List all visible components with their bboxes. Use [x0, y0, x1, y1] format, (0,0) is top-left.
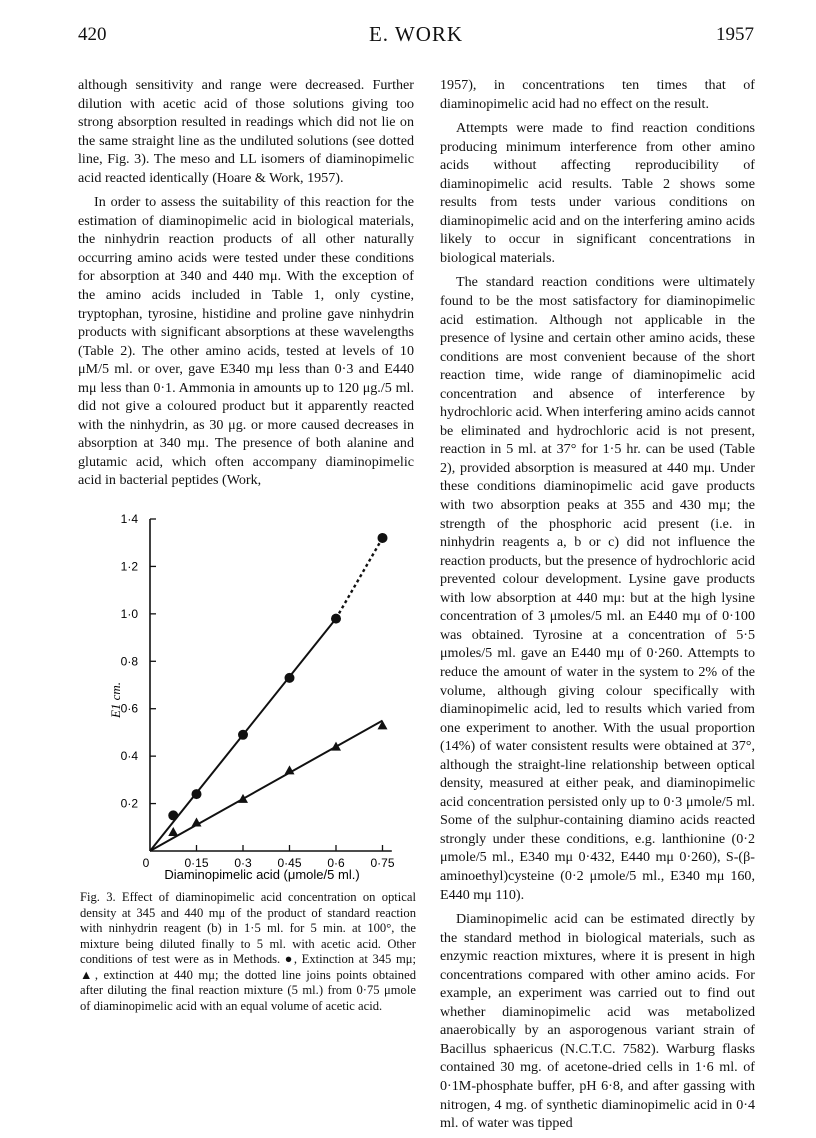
left-column — [78, 76, 414, 490]
point-345 — [238, 730, 248, 740]
x-tick-label: 0·3 — [234, 856, 252, 870]
running-head-year: 1957 — [716, 24, 754, 45]
x-tick-label: 0·45 — [277, 856, 302, 870]
point-440 — [331, 742, 341, 751]
y-tick-label: 1·2 — [120, 559, 138, 574]
y-axis-label: E1 cm. — [108, 681, 123, 719]
right-paragraph-3: The standard reaction conditions were ultimately found to be the most satisfactory for diaminopimelic acid estimation. Although not applicable in the presence of lysine and certain other amino acids, these conditions are most convenient because of the short reaction time, wide range of diaminopimelic acid concentration and absence of interference by hydrochloric acid. When interfering amino acids cannot be eliminated and hydrochloric acid is not present, reaction in 5 ml. at 37° for 1·5 hr. can be used (Table 2), provided absorption is measured at 440 mμ. Under these conditions diaminopimelic acid gave products with two absorption peaks at 355 and 430 mμ; the strength of the phosphoric acid present (i.e. in ninhydrin reagents a, b or c) did not influence the reaction products, but the presence of hydrochloric acid prevented colour development. Lysine gave products with low absorption at 440 mμ: but at the high lysine concentration of 3 μmoles/5 ml. an E440 mμ of 0·100 was obtained. Tyrosine at a concentration of 5·5 μmoles/5 ml. gave an E440 mμ of 0·260. Attempts to reduce the amount of water in the system to 2% of the volume, although giving colour specifically with diaminopimelic acid, led to results which varied from one experiment to another. With the usual proportion (14%) of water consistent results were obtained at 37°, although the straight-line relationship between optical density, measured at either peak, and diaminopimelic acid concentration persisted only up to 0·3 μmole/5 ml. Some of the sulphur-containing diamino acids reacted strongly under these conditions, e.g. lanthionine (0·2 μmole/5 ml., E340 mμ 0·432, E440 mμ 0·260), S-(β-aminoethyl)cysteine (0·2 μmole/5 ml., E340 mμ 160, E440 mμ 110). — [440, 274, 755, 903]
point-345 — [285, 673, 295, 683]
chart-axes — [150, 519, 392, 851]
y-tick-label: 1·0 — [120, 606, 138, 621]
figure-3 — [80, 505, 416, 885]
page-number: 420 — [78, 24, 107, 45]
x-tick-label: 0·6 — [327, 856, 345, 870]
y-tick-label: 0·4 — [120, 749, 138, 764]
left-paragraph-2: In order to assess the suitability of this reaction for the estimation of diaminopimelic acid in biological materials, the ninhydrin reaction products of all other naturally occurring amino acids were tested under these conditions for absorption at 340 and 440 mμ. With the exception of the amino acids included in Table 1, only cystine, tryptophan, tyrosine, histidine and proline gave ninhydrin products with significant absorptions at these wavelengths (Table 2). The other amino acids, tested at levels of 10 μM/5 ml. or over, gave E340 mμ less than 0·3 and E440 mμ less than 0·1. Ammonia in amounts up to 120 μg./5 ml. did not give a coloured product but it apparently reacted with the ninhydrin, as 30 μg. or more caused decreases in absorption at 340 mμ. The presence of both alanine and glutamic acid, which often accompany diaminopimelic acid in bacterial peptides (Work, — [78, 194, 414, 489]
origin-tick-label: 0 — [142, 856, 150, 870]
point-440 — [238, 794, 248, 803]
point-345 — [168, 810, 178, 820]
line-440-solid — [150, 721, 383, 851]
y-tick-label: 1·4 — [120, 512, 138, 526]
figure-caption: Fig. 3. Effect of diaminopimelic acid concentration on optical density at 345 and 440 mμ of the product of standard reaction with ninhydrin reagent (b) in 1·5 ml. for 5 min. at 100°, the mixture being diluted finally to 5 ml. with acetic acid. Other conditions of test were as in Methods. ●, Extinction at 345 mμ; ▲, extinction at 440 mμ; the dotted line joins points obtained after diluting the final reaction mixture (5 ml.) from 0·75 μmole of diaminopimelic acid with an equal volume of acetic acid. — [80, 890, 416, 1013]
right-paragraph-1: 1957), in concentrations ten times that of diaminopimelic acid had no effect on the result. — [440, 77, 755, 112]
right-paragraph-2: Attempts were made to find reaction conditions producing minimum interference from other amino acids without affecting reproducibility of diaminopimelic acid results. Table 2 shows some results from tests under various conditions on diaminopimelic acid and on the interfering amino acids likely to occur in significant concentrations in biological materials. — [440, 120, 755, 266]
point-345 — [378, 533, 388, 543]
x-tick-label: 0·15 — [184, 856, 209, 870]
point-345 — [331, 614, 341, 624]
x-axis-label: Diaminopimelic acid (μmole/5 ml.) — [164, 867, 360, 882]
chart-ticks — [121, 512, 395, 870]
chart-lines — [150, 538, 383, 851]
right-paragraph-4: Diaminopimelic acid can be estimated directly by the standard method in biological materials, such as enzymic reaction mixtures, where it is present in high concentrations compared with other amino acids. For example, an experiment was carried out to find out whether diaminopimelic acid was metabolized anaerobically by an asporogenous variant strain of Bacillus sphaericus (N.C.T.C. 7582). Warburg flasks contained 30 mg. of acetone-dried cells in 1·6 ml. of 0·1M-phosphate buffer, pH 6·8, and after gassing with nitrogen, 4 mg. of synthetic diaminopimelic acid in 0·4 ml. of water was tipped — [440, 911, 755, 1132]
point-345 — [192, 789, 202, 799]
x-tick-label: 0·75 — [370, 856, 395, 870]
right-column — [440, 76, 755, 1133]
left-paragraph-1: although sensitivity and range were decreased. Further dilution with acetic acid of those solutions giving too strong absorption resulted in readings which did not lie on the same straight line as the undiluted solutions (see dotted line, Fig. 3). The meso and LL isomers of diaminopimelic acid reacted identically (Hoare & Work, 1957). — [78, 77, 414, 186]
line-345-dotted — [336, 538, 383, 619]
figure-3-chart — [80, 505, 416, 885]
point-440 — [168, 827, 178, 836]
running-head-author: E. WORK — [368, 22, 464, 46]
y-tick-label: 0·2 — [120, 796, 138, 811]
y-tick-label: 0·8 — [120, 654, 138, 669]
page-header — [78, 20, 754, 50]
y-tick-label: 0·6 — [120, 701, 138, 716]
chart-marks — [168, 533, 387, 836]
